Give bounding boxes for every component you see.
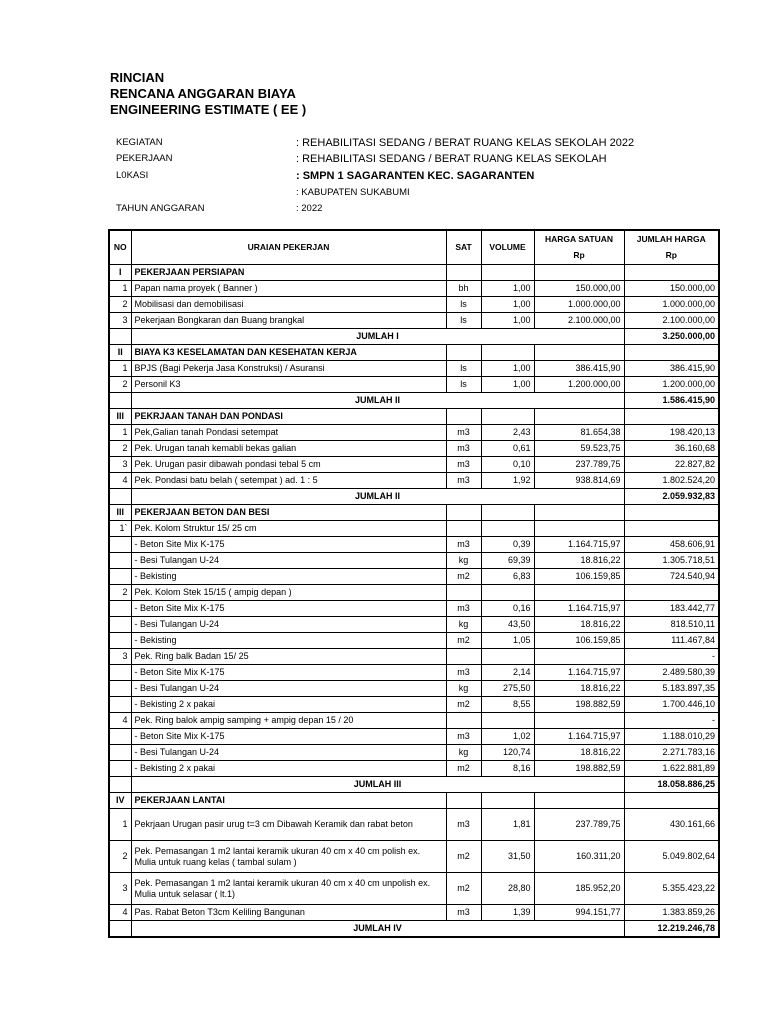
subtotal-value: 12.219.246,78 bbox=[624, 921, 719, 938]
item-volume: 31,50 bbox=[481, 841, 534, 873]
item-unit-price: 938.814,69 bbox=[534, 473, 624, 489]
item-unit: m3 bbox=[446, 729, 481, 745]
section-number: III bbox=[109, 505, 131, 521]
item-number bbox=[109, 745, 131, 761]
item-description: - Besi Tulangan U-24 bbox=[131, 553, 446, 569]
col-jumlah-unit: Rp bbox=[665, 250, 677, 260]
title-line-2: RENCANA ANGGARAN BIAYA bbox=[110, 86, 296, 101]
item-unit: m3 bbox=[446, 473, 481, 489]
item-number: 2 bbox=[109, 377, 131, 393]
item-description: Pekrjaan Urugan pasir urug t=3 cm Dibawah Keramik dan rabat beton bbox=[131, 809, 446, 841]
item-total-price: 1.802.524,20 bbox=[624, 473, 719, 489]
table-row bbox=[109, 809, 719, 841]
item-unit: ls bbox=[446, 313, 481, 329]
item-total-price: 1.305.718,51 bbox=[624, 553, 719, 569]
empty-cell bbox=[446, 345, 481, 361]
item-unit-price bbox=[534, 585, 624, 601]
item-volume: 1,00 bbox=[481, 377, 534, 393]
table-row bbox=[109, 745, 719, 761]
section-row bbox=[109, 505, 719, 521]
table-row bbox=[109, 665, 719, 681]
item-unit-price: 18.816,22 bbox=[534, 553, 624, 569]
subtotal-label: JUMLAH II bbox=[131, 489, 624, 505]
item-number: 1 bbox=[109, 809, 131, 841]
table-row bbox=[109, 473, 719, 489]
item-volume: 6,83 bbox=[481, 569, 534, 585]
item-total-price: 1.188.010,29 bbox=[624, 729, 719, 745]
section-row bbox=[109, 265, 719, 281]
table-body bbox=[109, 265, 719, 938]
item-unit-price: 1.164.715,97 bbox=[534, 601, 624, 617]
item-description: Pek. Pemasangan 1 m2 lantai keramik ukuran 40 cm x 40 cm unpolish ex. Mulia untuk selasar ( lt.1) bbox=[131, 873, 446, 905]
item-unit-price: 59.523,75 bbox=[534, 441, 624, 457]
item-unit: kg bbox=[446, 745, 481, 761]
item-volume bbox=[481, 713, 534, 729]
item-description: Pek. Urugan tanah kemabli bekas galian bbox=[131, 441, 446, 457]
empty-cell bbox=[481, 793, 534, 809]
subtotal-row bbox=[109, 393, 719, 409]
empty-cell bbox=[446, 505, 481, 521]
item-total-price bbox=[624, 585, 719, 601]
section-title: PEKERJAAN LANTAI bbox=[131, 793, 446, 809]
item-number bbox=[109, 761, 131, 777]
empty-cell bbox=[624, 345, 719, 361]
item-description: - Bekisting 2 x pakai bbox=[131, 761, 446, 777]
empty-cell bbox=[624, 265, 719, 281]
meta-pekerjaan-value: : REHABILITASI SEDANG / BERAT RUANG KELAS SEKOLAH bbox=[296, 153, 607, 165]
item-volume bbox=[481, 521, 534, 537]
col-no-header: NO bbox=[109, 230, 131, 265]
item-description: Pek. Ring balk Badan 15/ 25 bbox=[131, 649, 446, 665]
table-row bbox=[109, 617, 719, 633]
item-unit: ls bbox=[446, 297, 481, 313]
item-number: 4 bbox=[109, 713, 131, 729]
item-unit: m3 bbox=[446, 601, 481, 617]
section-title: PEKERJAAN BETON DAN BESI bbox=[131, 505, 446, 521]
col-jumlah-label: JUMLAH HARGA bbox=[636, 234, 706, 244]
item-number: 3 bbox=[109, 457, 131, 473]
item-volume: 1,05 bbox=[481, 633, 534, 649]
item-unit-price: 237.789,75 bbox=[534, 809, 624, 841]
item-total-price: 1.000.000,00 bbox=[624, 297, 719, 313]
item-unit: m2 bbox=[446, 761, 481, 777]
item-total-price: 5.183.897,35 bbox=[624, 681, 719, 697]
item-volume: 1,92 bbox=[481, 473, 534, 489]
subtotal-value: 18.058.886,25 bbox=[624, 777, 719, 793]
item-volume bbox=[481, 649, 534, 665]
table-row bbox=[109, 377, 719, 393]
item-description: Pek,Galian tanah Pondasi setempat bbox=[131, 425, 446, 441]
item-volume: 1,00 bbox=[481, 313, 534, 329]
item-total-price: 198.420,13 bbox=[624, 425, 719, 441]
item-volume: 28,80 bbox=[481, 873, 534, 905]
table-row bbox=[109, 729, 719, 745]
item-number bbox=[109, 697, 131, 713]
item-unit: m2 bbox=[446, 697, 481, 713]
table-row bbox=[109, 601, 719, 617]
item-total-price: 458.606,91 bbox=[624, 537, 719, 553]
table-row bbox=[109, 713, 719, 729]
item-total-price: 2.489.580,39 bbox=[624, 665, 719, 681]
item-unit bbox=[446, 649, 481, 665]
item-number: 1 bbox=[109, 361, 131, 377]
item-volume bbox=[481, 585, 534, 601]
table-row bbox=[109, 297, 719, 313]
empty-cell bbox=[446, 265, 481, 281]
item-unit: m2 bbox=[446, 569, 481, 585]
table-row bbox=[109, 457, 719, 473]
item-unit: kg bbox=[446, 553, 481, 569]
item-unit: m3 bbox=[446, 441, 481, 457]
item-unit: ls bbox=[446, 377, 481, 393]
item-unit: m2 bbox=[446, 841, 481, 873]
item-number bbox=[109, 553, 131, 569]
empty-cell bbox=[534, 345, 624, 361]
meta-kegiatan-value: : REHABILITASI SEDANG / BERAT RUANG KELAS SEKOLAH 2022 bbox=[296, 137, 635, 149]
item-total-price: - bbox=[624, 713, 719, 729]
item-number: 4 bbox=[109, 905, 131, 921]
table-row bbox=[109, 313, 719, 329]
item-total-price bbox=[624, 521, 719, 537]
empty-cell bbox=[109, 329, 131, 345]
item-total-price: 150.000,00 bbox=[624, 281, 719, 297]
section-row bbox=[109, 409, 719, 425]
item-unit: m3 bbox=[446, 665, 481, 681]
subtotal-label: JUMLAH II bbox=[131, 393, 624, 409]
item-number: 2 bbox=[109, 297, 131, 313]
item-description: - Bekisting bbox=[131, 633, 446, 649]
item-total-price: 183.442,77 bbox=[624, 601, 719, 617]
table-row bbox=[109, 425, 719, 441]
item-unit-price: 185.952,20 bbox=[534, 873, 624, 905]
empty-cell bbox=[446, 793, 481, 809]
section-number: IV bbox=[109, 793, 131, 809]
item-number bbox=[109, 537, 131, 553]
section-title: PEKRJAAN TANAH DAN PONDASI bbox=[131, 409, 446, 425]
item-number: 3 bbox=[109, 873, 131, 905]
document-title bbox=[110, 70, 306, 118]
table-row bbox=[109, 441, 719, 457]
subtotal-value: 1.586.415,90 bbox=[624, 393, 719, 409]
item-total-price: - bbox=[624, 649, 719, 665]
budget-table bbox=[108, 229, 720, 938]
table-row bbox=[109, 361, 719, 377]
item-description: Pek. Kolom Struktur 15/ 25 cm bbox=[131, 521, 446, 537]
item-number: 2 bbox=[109, 441, 131, 457]
item-number bbox=[109, 665, 131, 681]
item-volume: 120,74 bbox=[481, 745, 534, 761]
meta-kegiatan-label: KEGIATAN bbox=[116, 137, 163, 148]
table-row bbox=[109, 697, 719, 713]
item-unit bbox=[446, 585, 481, 601]
section-title: BIAYA K3 KESELAMATAN DAN KESEHATAN KERJA bbox=[131, 345, 446, 361]
item-volume: 2,14 bbox=[481, 665, 534, 681]
item-description: Pas. Rabat Beton T3cm Keliling Bangunan bbox=[131, 905, 446, 921]
table-row bbox=[109, 873, 719, 905]
item-unit-price: 1.164.715,97 bbox=[534, 537, 624, 553]
item-unit: m3 bbox=[446, 809, 481, 841]
empty-cell bbox=[624, 793, 719, 809]
section-row bbox=[109, 345, 719, 361]
empty-cell bbox=[481, 409, 534, 425]
item-description: - Beton Site Mix K-175 bbox=[131, 729, 446, 745]
item-number: 2 bbox=[109, 841, 131, 873]
item-total-price: 22.827,82 bbox=[624, 457, 719, 473]
table-row bbox=[109, 905, 719, 921]
item-unit-price: 1.164.715,97 bbox=[534, 729, 624, 745]
section-title: PEKERJAAN PERSIAPAN bbox=[131, 265, 446, 281]
subtotal-value: 2.059.932,83 bbox=[624, 489, 719, 505]
item-unit-price: 1.000.000,00 bbox=[534, 297, 624, 313]
item-number bbox=[109, 681, 131, 697]
col-harga-unit: Rp bbox=[573, 250, 585, 260]
empty-cell bbox=[109, 393, 131, 409]
item-unit-price: 150.000,00 bbox=[534, 281, 624, 297]
item-description: - Beton Site Mix K-175 bbox=[131, 665, 446, 681]
item-unit-price: 386.415,90 bbox=[534, 361, 624, 377]
meta-lokasi-value: : SMPN 1 SAGARANTEN KEC. SAGARANTEN bbox=[296, 170, 535, 182]
item-description: Mobilisasi dan demobilisasi bbox=[131, 297, 446, 313]
item-unit: m3 bbox=[446, 457, 481, 473]
item-number: 4 bbox=[109, 473, 131, 489]
item-unit-price: 106.159,85 bbox=[534, 633, 624, 649]
meta-tahun-label: TAHUN ANGGARAN bbox=[116, 203, 205, 214]
item-unit: m3 bbox=[446, 905, 481, 921]
item-total-price: 1.383.859,26 bbox=[624, 905, 719, 921]
item-unit-price: 237.789,75 bbox=[534, 457, 624, 473]
item-unit-price: 2.100.000,00 bbox=[534, 313, 624, 329]
item-total-price: 1.622.881,89 bbox=[624, 761, 719, 777]
table-row bbox=[109, 761, 719, 777]
item-description: - Bekisting 2 x pakai bbox=[131, 697, 446, 713]
subtotal-row bbox=[109, 329, 719, 345]
table-row bbox=[109, 585, 719, 601]
item-number: 2 bbox=[109, 585, 131, 601]
col-volume-header: VOLUME bbox=[481, 230, 534, 265]
item-total-price: 1.200.000,00 bbox=[624, 377, 719, 393]
item-number bbox=[109, 633, 131, 649]
title-line-3: ENGINEERING ESTIMATE ( EE ) bbox=[110, 102, 307, 117]
item-total-price: 2.271.783,16 bbox=[624, 745, 719, 761]
col-uraian-header: URAIAN PEKERJAN bbox=[131, 230, 446, 265]
item-total-price: 2.100.000,00 bbox=[624, 313, 719, 329]
item-volume: 275,50 bbox=[481, 681, 534, 697]
item-total-price: 386.415,90 bbox=[624, 361, 719, 377]
table-row bbox=[109, 521, 719, 537]
item-total-price: 430.161,66 bbox=[624, 809, 719, 841]
item-volume: 1,00 bbox=[481, 361, 534, 377]
subtotal-label: JUMLAH I bbox=[131, 329, 624, 345]
table-row bbox=[109, 841, 719, 873]
item-total-price: 724.540,94 bbox=[624, 569, 719, 585]
item-unit: m2 bbox=[446, 633, 481, 649]
empty-cell bbox=[481, 265, 534, 281]
subtotal-row bbox=[109, 777, 719, 793]
item-volume: 0,16 bbox=[481, 601, 534, 617]
item-volume: 43,50 bbox=[481, 617, 534, 633]
item-unit bbox=[446, 713, 481, 729]
meta-pekerjaan-label: PEKERJAAN bbox=[116, 153, 173, 164]
item-volume: 1,39 bbox=[481, 905, 534, 921]
item-unit: m2 bbox=[446, 873, 481, 905]
empty-cell bbox=[534, 409, 624, 425]
empty-cell bbox=[534, 265, 624, 281]
item-number: 3 bbox=[109, 313, 131, 329]
item-total-price: 36.160,68 bbox=[624, 441, 719, 457]
item-total-price: 818.510,11 bbox=[624, 617, 719, 633]
item-volume: 0,10 bbox=[481, 457, 534, 473]
item-description: Pek. Ring balok ampig samping + ampig depan 15 / 20 bbox=[131, 713, 446, 729]
empty-cell bbox=[624, 505, 719, 521]
item-unit-price: 18.816,22 bbox=[534, 681, 624, 697]
item-number bbox=[109, 617, 131, 633]
subtotal-label: JUMLAH III bbox=[131, 777, 624, 793]
table-row bbox=[109, 633, 719, 649]
item-description: - Besi Tulangan U-24 bbox=[131, 617, 446, 633]
item-volume: 1,81 bbox=[481, 809, 534, 841]
item-unit: ls bbox=[446, 361, 481, 377]
item-number: 1` bbox=[109, 521, 131, 537]
item-description: - Besi Tulangan U-24 bbox=[131, 681, 446, 697]
col-jumlah-header bbox=[624, 230, 719, 265]
subtotal-row bbox=[109, 489, 719, 505]
item-unit-price bbox=[534, 521, 624, 537]
item-description: BPJS (Bagi Pekerja Jasa Konstruksi) / Asuransi bbox=[131, 361, 446, 377]
item-volume: 1,00 bbox=[481, 281, 534, 297]
item-number: 3 bbox=[109, 649, 131, 665]
item-unit-price: 18.816,22 bbox=[534, 617, 624, 633]
empty-cell bbox=[446, 409, 481, 425]
item-description: - Bekisting bbox=[131, 569, 446, 585]
meta-kabupaten-value: : KABUPATEN SUKABUMI bbox=[296, 187, 410, 198]
empty-cell bbox=[109, 921, 131, 938]
item-unit: bh bbox=[446, 281, 481, 297]
empty-cell bbox=[534, 793, 624, 809]
item-description: Personil K3 bbox=[131, 377, 446, 393]
item-description: - Besi Tulangan U-24 bbox=[131, 745, 446, 761]
item-number: 1 bbox=[109, 425, 131, 441]
empty-cell bbox=[534, 505, 624, 521]
item-total-price: 5.355.423,22 bbox=[624, 873, 719, 905]
item-unit-price: 994.151,77 bbox=[534, 905, 624, 921]
subtotal-row bbox=[109, 921, 719, 938]
item-total-price: 1.700.446,10 bbox=[624, 697, 719, 713]
item-description: Papan nama proyek ( Banner ) bbox=[131, 281, 446, 297]
item-volume: 69,39 bbox=[481, 553, 534, 569]
empty-cell bbox=[109, 777, 131, 793]
section-number: III bbox=[109, 409, 131, 425]
col-harga-label: HARGA SATUAN bbox=[545, 234, 613, 244]
item-volume: 0,39 bbox=[481, 537, 534, 553]
item-number bbox=[109, 569, 131, 585]
item-number bbox=[109, 729, 131, 745]
empty-cell bbox=[624, 409, 719, 425]
table-row bbox=[109, 537, 719, 553]
table-row bbox=[109, 281, 719, 297]
table-row bbox=[109, 681, 719, 697]
item-unit-price: 160.311,20 bbox=[534, 841, 624, 873]
item-description: Pek. Urugan pasir dibawah pondasi tebal 5 cm bbox=[131, 457, 446, 473]
col-harga-header bbox=[534, 230, 624, 265]
item-description: - Beton Site Mix K-175 bbox=[131, 601, 446, 617]
item-description: Pekerjaan Bongkaran dan Buang brangkal bbox=[131, 313, 446, 329]
item-unit: m3 bbox=[446, 537, 481, 553]
section-number: II bbox=[109, 345, 131, 361]
item-unit-price bbox=[534, 649, 624, 665]
item-unit bbox=[446, 521, 481, 537]
item-unit: kg bbox=[446, 617, 481, 633]
item-volume: 1,02 bbox=[481, 729, 534, 745]
item-unit-price: 18.816,22 bbox=[534, 745, 624, 761]
item-description: Pek. Kolom Stek 15/15 ( ampig depan ) bbox=[131, 585, 446, 601]
meta-lokasi-label: L0KASI bbox=[116, 170, 149, 181]
item-unit-price: 198.882,59 bbox=[534, 697, 624, 713]
item-volume: 0,61 bbox=[481, 441, 534, 457]
table-row bbox=[109, 553, 719, 569]
item-unit-price: 1.164.715,97 bbox=[534, 665, 624, 681]
item-unit: kg bbox=[446, 681, 481, 697]
section-number: I bbox=[109, 265, 131, 281]
meta-tahun-value: : 2022 bbox=[296, 203, 323, 214]
item-volume: 1,00 bbox=[481, 297, 534, 313]
item-volume: 8,16 bbox=[481, 761, 534, 777]
item-unit-price: 106.159,85 bbox=[534, 569, 624, 585]
section-row bbox=[109, 793, 719, 809]
item-unit: m3 bbox=[446, 425, 481, 441]
item-unit-price bbox=[534, 713, 624, 729]
table-header-row bbox=[109, 230, 719, 265]
item-unit-price: 198.882,59 bbox=[534, 761, 624, 777]
empty-cell bbox=[481, 345, 534, 361]
item-description: Pek. Pemasangan 1 m2 lantai keramik ukuran 40 cm x 40 cm polish ex. Mulia untuk ruang kelas ( tambal sulam ) bbox=[131, 841, 446, 873]
item-number: 1 bbox=[109, 281, 131, 297]
title-line-1: RINCIAN bbox=[110, 70, 165, 85]
subtotal-label: JUMLAH IV bbox=[131, 921, 624, 938]
empty-cell bbox=[109, 489, 131, 505]
item-number bbox=[109, 601, 131, 617]
table-row bbox=[109, 569, 719, 585]
item-unit-price: 1.200.000,00 bbox=[534, 377, 624, 393]
item-unit-price: 81.654,38 bbox=[534, 425, 624, 441]
item-volume: 8,55 bbox=[481, 697, 534, 713]
subtotal-value: 3.250.000,00 bbox=[624, 329, 719, 345]
col-sat-header: SAT bbox=[446, 230, 481, 265]
item-volume: 2,43 bbox=[481, 425, 534, 441]
item-description: Pek. Pondasi batu belah ( setempat ) ad. 1 : 5 bbox=[131, 473, 446, 489]
item-total-price: 5.049.802,64 bbox=[624, 841, 719, 873]
item-total-price: 111.467,84 bbox=[624, 633, 719, 649]
item-description: - Beton Site Mix K-175 bbox=[131, 537, 446, 553]
empty-cell bbox=[481, 505, 534, 521]
table-row bbox=[109, 649, 719, 665]
